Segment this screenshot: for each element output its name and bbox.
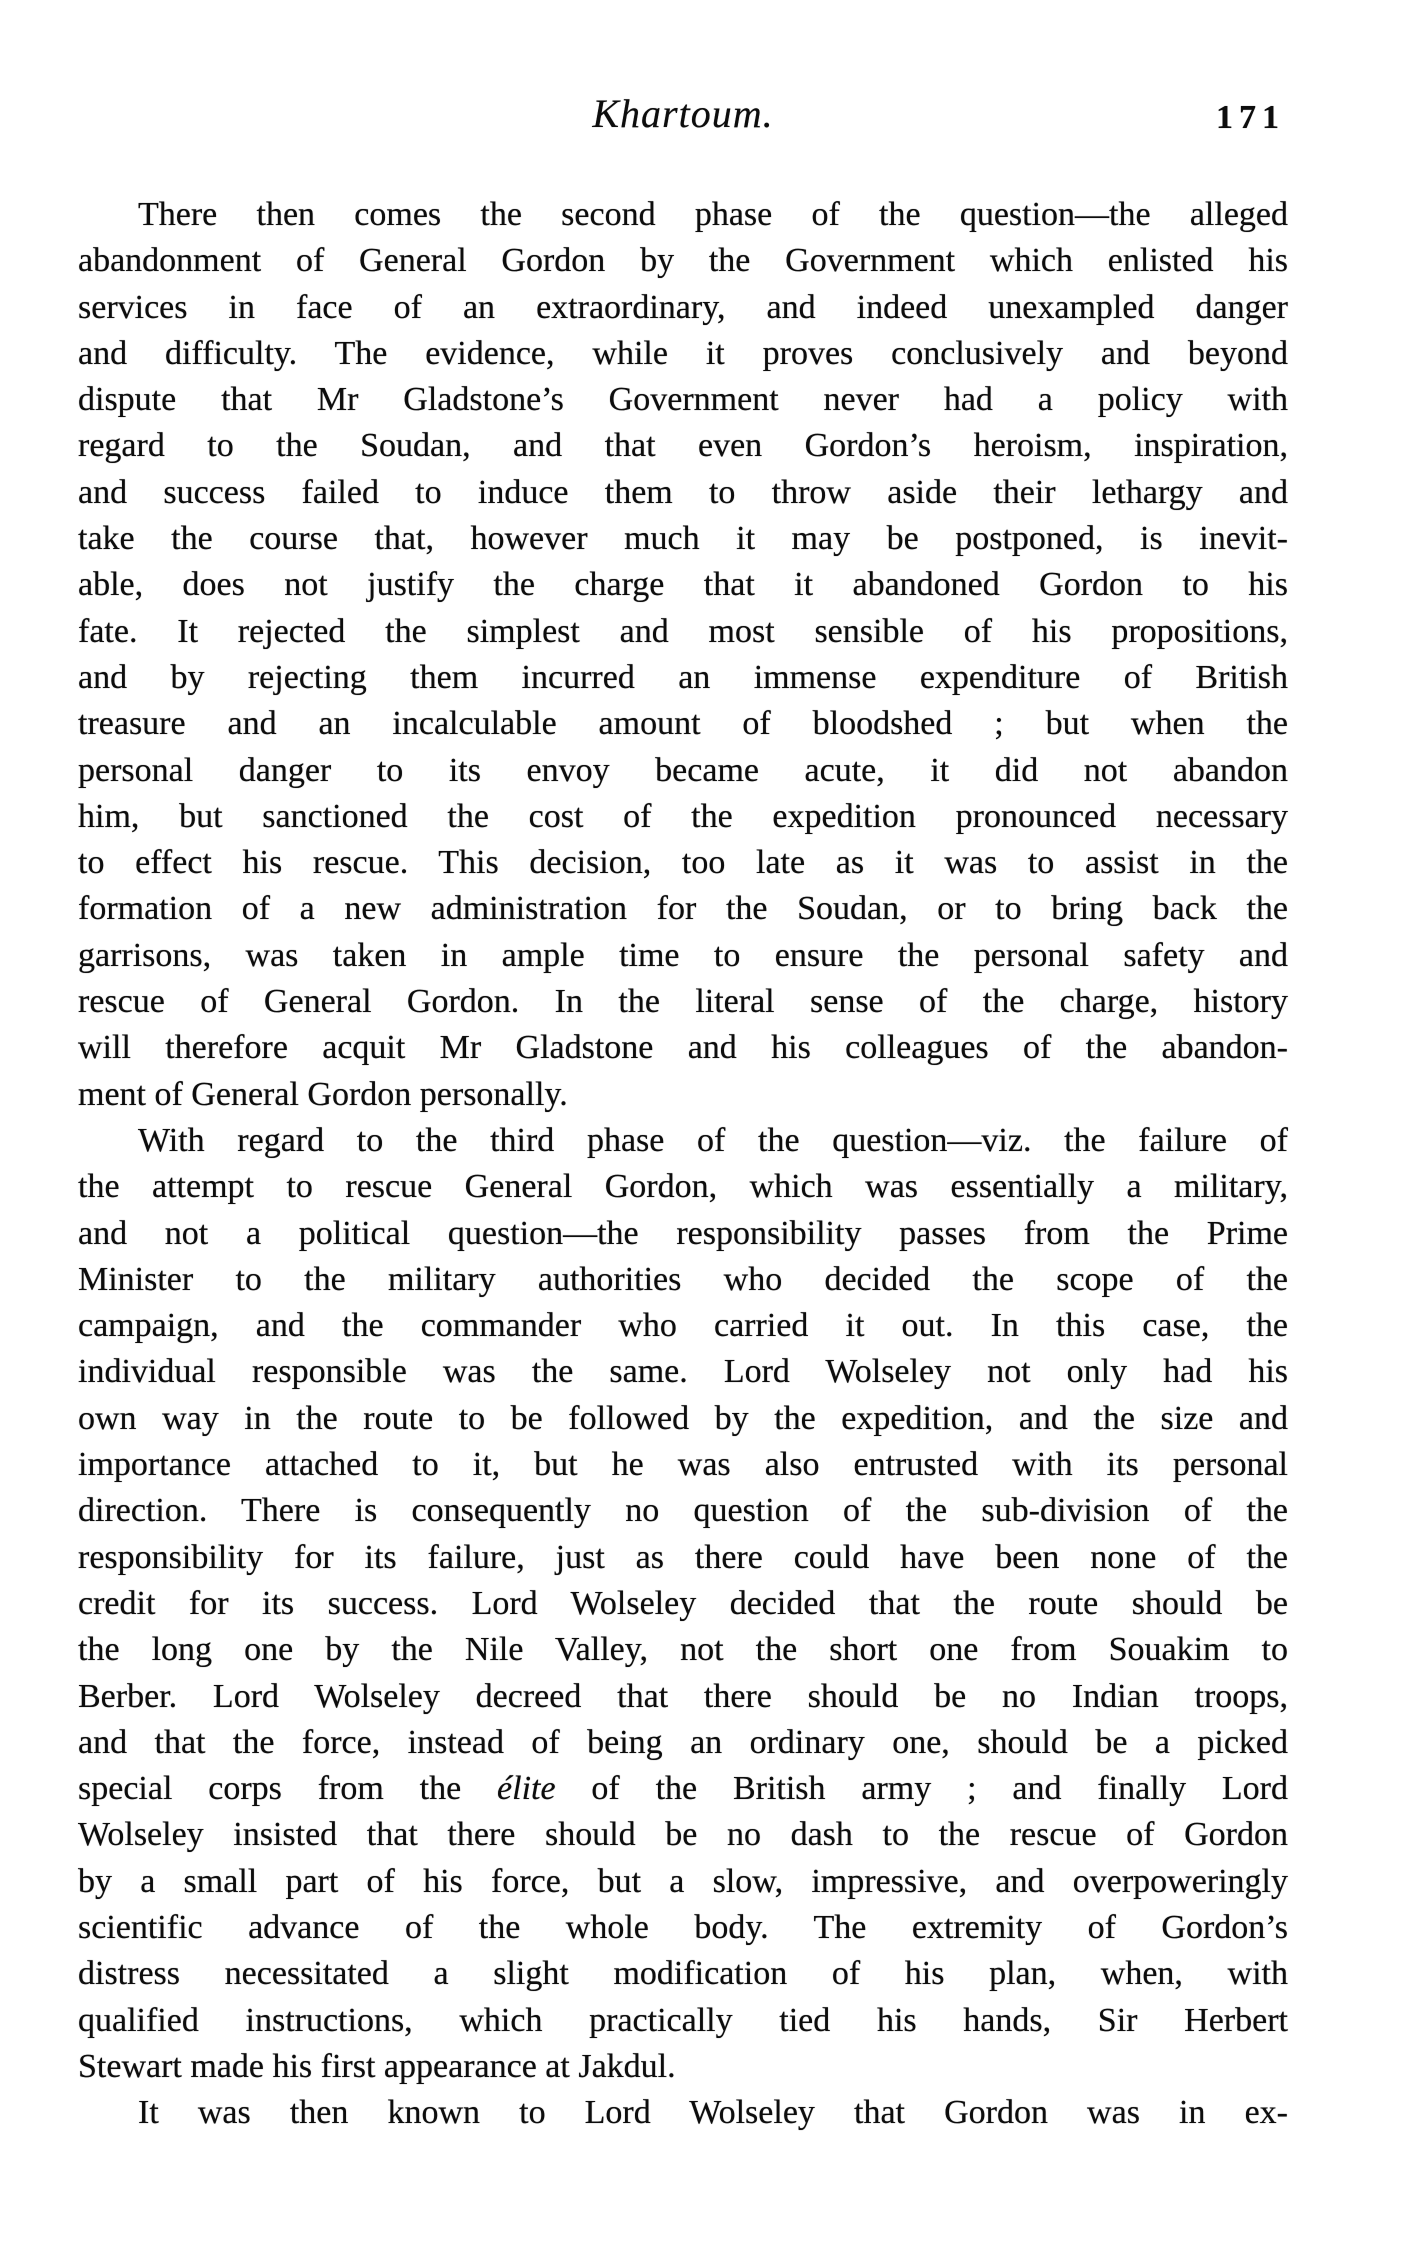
text-line: regard to the Soudan, and that even Gordon’s heroism, inspiration, (78, 427, 1288, 465)
text-line: qualified instructions, which practically tied his hands, Sir Herbert (78, 2001, 1288, 2039)
text-line: distress necessitated a slight modification of his plan, when, with (78, 1955, 1288, 1993)
text-line: ment of General Gordon personally. (78, 1075, 568, 1113)
text-line: direction. There is consequently no question of the sub-division of the (78, 1492, 1288, 1530)
text-line: It was then known to Lord Wolseley that Gordon was in ex- (138, 2094, 1288, 2132)
page-number: 171 (1216, 99, 1285, 136)
text-line: to effect his rescue. This decision, too late as it was to assist in the (78, 844, 1288, 882)
text-line: With regard to the third phase of the question—viz. the failure of (138, 1121, 1288, 1159)
text-line: campaign, and the commander who carried it out. In this case, the (78, 1307, 1288, 1345)
text-line: and success failed to induce them to throw aside their lethargy and (78, 473, 1288, 511)
text-line: individual responsible was the same. Lord Wolseley not only had his (78, 1353, 1288, 1391)
text-line: formation of a new administration for the Soudan, or to bring back the (78, 890, 1288, 928)
text-line: will therefore acquit Mr Gladstone and his colleagues of the abandon- (78, 1029, 1288, 1067)
text-line: dispute that Mr Gladstone’s Government never had a policy with (78, 381, 1288, 419)
text-line: Berber. Lord Wolseley decreed that there should be no Indian troops, (78, 1677, 1288, 1715)
text-line: scientific advance of the whole body. The extremity of Gordon’s (78, 1908, 1288, 1946)
text-line: him, but sanctioned the cost of the expedition pronounced necessary (78, 797, 1288, 835)
text-line: own way in the route to be followed by the expedition, and the size and (78, 1399, 1288, 1437)
text-line: responsibility for its failure, just as there could have been none of the (78, 1538, 1288, 1576)
text-line: credit for its success. Lord Wolseley decided that the route should be (78, 1584, 1288, 1622)
running-head-title: Khartoum. (592, 91, 774, 136)
text-line: rescue of General Gordon. In the literal sense of the charge, history (78, 983, 1288, 1021)
text-line: treasure and an incalculable amount of bloodshed ; but when the (78, 705, 1288, 743)
text-line: garrisons, was taken in ample time to ensure the personal safety and (78, 936, 1288, 974)
text-line: Minister to the military authorities who decided the scope of the (78, 1260, 1288, 1298)
text-line: Stewart made his first appearance at Jakdul. (78, 2047, 676, 2085)
text-line: and difficulty. The evidence, while it proves conclusively and beyond (78, 334, 1288, 372)
text-line: special corps from the élite of the British army ; and finally Lord (78, 1770, 1288, 1808)
text-line: personal danger to its envoy became acute, it did not abandon (78, 751, 1288, 789)
text-line: take the course that, however much it may be postponed, is inevit- (78, 520, 1288, 558)
text-line: and that the force, instead of being an ordinary one, should be a picked (78, 1723, 1288, 1761)
text-line: Wolseley insisted that there should be no dash to the rescue of Gordon (78, 1816, 1288, 1854)
page-text (78, 192, 1288, 2136)
text-line: abandonment of General Gordon by the Government which enlisted his (78, 242, 1288, 280)
text-line: the attempt to rescue General Gordon, which was essentially a military, (78, 1168, 1288, 1206)
paragraph (78, 1118, 1288, 2090)
text-line: and by rejecting them incurred an immense expenditure of British (78, 658, 1288, 696)
paragraph (78, 2090, 1288, 2136)
text-line: There then comes the second phase of the question—the alleged (138, 196, 1288, 233)
paragraph (78, 192, 1288, 1118)
text-line: fate. It rejected the simplest and most sensible of his propositions, (78, 612, 1288, 650)
text-line: the long one by the Nile Valley, not the short one from Souakim to (78, 1631, 1288, 1669)
text-line: services in face of an extraordinary, and indeed unexampled danger (78, 288, 1288, 326)
text-line: able, does not justify the charge that it abandoned Gordon to his (78, 566, 1288, 604)
text-line: and not a political question—the responsibility passes from the Prime (78, 1214, 1288, 1252)
text-line: by a small part of his force, but a slow, impressive, and overpoweringly (78, 1862, 1288, 1900)
text-line: importance attached to it, but he was also entrusted with its personal (78, 1446, 1288, 1484)
